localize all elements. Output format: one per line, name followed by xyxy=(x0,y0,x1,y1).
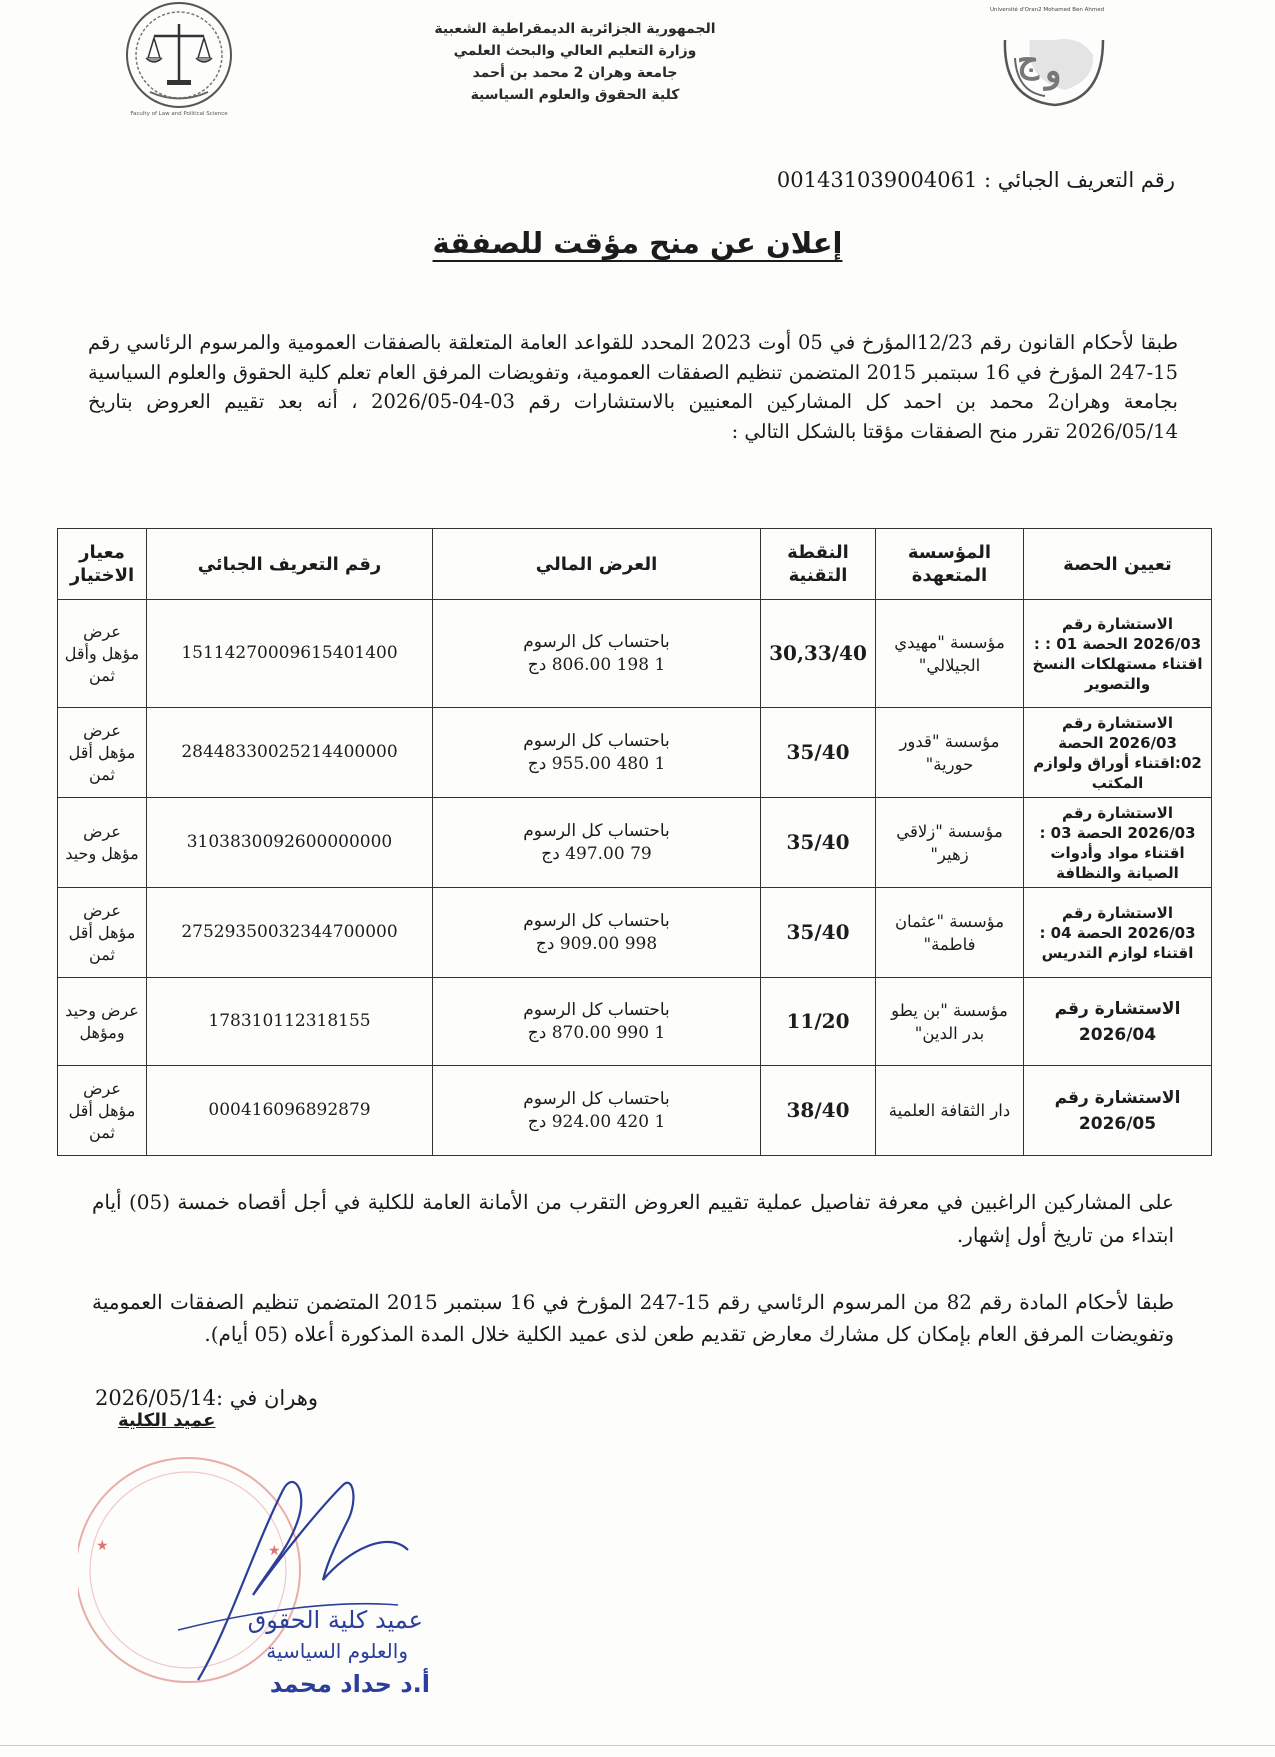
table-row xyxy=(58,708,1212,798)
offer-amount: 998 909.00 دج xyxy=(535,933,658,954)
cell-lot: الاستشارة رقم 2026/03 الحصة 02:اقتناء أوراق ولوازم المكتب xyxy=(1024,708,1212,798)
official-header xyxy=(380,18,770,106)
cell-institution: مؤسسة "عثمان فاطمة" xyxy=(876,888,1024,978)
offer-note: باحتساب كل الرسوم xyxy=(523,999,670,1020)
faculty-scales-logo-icon xyxy=(120,0,238,118)
header-institution: المؤسسة المتعهدة xyxy=(876,529,1024,600)
header-lot: تعيين الحصة xyxy=(1024,529,1212,600)
header-offer: العرض المالي xyxy=(433,529,761,600)
cell-lot: الاستشارة رقم 2026/03 الحصة 01 : : اقتناء مستهلكات النسخ والتصوير xyxy=(1024,600,1212,708)
header-faculty: كلية الحقوق والعلوم السياسية xyxy=(470,87,680,103)
cell-institution: مؤسسة "قدور حورية" xyxy=(876,708,1024,798)
cell-lot: الاستشارة رقم 2026/05 xyxy=(1024,1066,1212,1156)
cell-nif: 000416096892879 xyxy=(147,1066,433,1156)
cell-nif: 28448330025214400000 xyxy=(147,708,433,798)
table-row xyxy=(58,600,1212,708)
cell-nif: 3103830092600000000 xyxy=(147,798,433,888)
svg-text:★: ★ xyxy=(268,1543,281,1559)
table-row xyxy=(58,1066,1212,1156)
cell-lot: الاستشارة رقم 2026/03 الحصة 03 : اقتناء مواد وأدوات الصيانة والنظافة xyxy=(1024,798,1212,888)
cell-offer xyxy=(433,1066,761,1156)
document-title-wrap xyxy=(0,226,1275,260)
dean-stamp-signature xyxy=(78,1430,488,1710)
offer-amount: 1 420 924.00 دج xyxy=(527,1111,666,1132)
cell-score: 35/40 xyxy=(761,798,876,888)
svg-text:Université d'Oran2 Mohamed Ben: Université d'Oran2 Mohamed Ben Ahmed xyxy=(990,7,1105,13)
stamp-name: أ.د حداد محمد xyxy=(269,1670,430,1698)
cell-institution: مؤسسة "بن يطو بدر الدين" xyxy=(876,978,1024,1066)
cell-criterion: عرض وحيد ومؤهل xyxy=(58,978,147,1066)
footer-divider xyxy=(0,1745,1275,1746)
cell-criterion: عرض مؤهل أقل ثمن xyxy=(58,888,147,978)
document-title: إعلان عن منح مؤقت للصفقة xyxy=(432,226,843,260)
intro-paragraph: طبقا لأحكام القانون رقم 12/23المؤرخ في 05 أوت 2023 المحدد للقواعد العامة المتعلقة بالصفقات العمومية والمرسوم الرئاسي رقم 15-247 المؤرخ في 16 سبتمبر 2015 المتضمن تنظيم الصفقات العمومية، وتفويضات المرفق العام تعلم كلية الحقوق والعلوم السياسية بجامعة وهران2 محمد بن احمد كل المشاركين المعنيين بالاستشارات رقم 03-04-2026/05 ، أنه بعد تقييم العروض بتاريخ 2026/05/14 تقرر منح الصفقات مؤقتا بالشكل التالي : xyxy=(88,331,1179,443)
cell-score: 30,33/40 xyxy=(761,600,876,708)
offer-note: باحتساب كل الرسوم xyxy=(523,820,670,841)
header-criterion: معيار الاختيار xyxy=(58,529,147,600)
stamp-line-2: والعلوم السياسية xyxy=(266,1639,408,1663)
cell-criterion: عرض مؤهل أقل ثمن xyxy=(58,1066,147,1156)
cell-score: 35/40 xyxy=(761,708,876,798)
award-table xyxy=(57,528,1212,1156)
cell-criterion: عرض مؤهل وحيد xyxy=(58,798,147,888)
table-row xyxy=(58,978,1212,1066)
table-row xyxy=(58,798,1212,888)
header-university: جامعة وهران 2 محمد بن أحمد xyxy=(472,65,678,81)
university-logo-icon xyxy=(985,0,1120,120)
cell-offer xyxy=(433,888,761,978)
cell-institution: مؤسسة "زلاقي زهير" xyxy=(876,798,1024,888)
svg-text:ﻭ: ﻭ xyxy=(1045,51,1062,91)
cell-offer xyxy=(433,708,761,798)
tax-id-line: رقم التعريف الجبائي : 001431039004061 xyxy=(776,168,1175,192)
table-row xyxy=(58,888,1212,978)
stamp-line-1: عميد كلية الحقوق xyxy=(247,1606,423,1634)
svg-text:ﺝ: ﺝ xyxy=(1017,41,1039,81)
notice-paragraph: على المشاركين الراغبين في معرفة تفاصيل عملية تقييم العروض التقرب من الأمانة العامة للكلية في أجل أقصاه خمسة (05) أيام ابتداء من تاريخ أول إشهار. xyxy=(92,1190,1174,1247)
header-score: النقطة التقنية xyxy=(761,529,876,600)
offer-amount: 79 497.00 دج xyxy=(541,843,652,864)
offer-note: باحتساب كل الرسوم xyxy=(523,730,670,751)
cell-offer xyxy=(433,600,761,708)
offer-amount: 1 198 806.00 دج xyxy=(527,654,666,675)
cell-institution: مؤسسة "مهيدي الجيلالي" xyxy=(876,600,1024,708)
appeal-paragraph: طبقا لأحكام المادة رقم 82 من المرسوم الرئاسي رقم 15-247 المؤرخ في 16 سبتمبر 2015 المتضمن تنظيم الصفقات العمومية وتفويضات المرفق العام بإمكان كل مشارك معارض تقديم طعن لذى عميد الكلية خلال المدة المذكورة أعلاه (05 أيام). xyxy=(92,1290,1174,1346)
cell-nif: 15114270009615401400 xyxy=(147,600,433,708)
cell-nif: 27529350032344700000 xyxy=(147,888,433,978)
dean-title: عميد الكلية xyxy=(118,1410,216,1431)
header-republic: الجمهورية الجزائرية الديمقراطية الشعبية xyxy=(434,21,716,37)
cell-criterion: عرض مؤهل وأقل ثمن xyxy=(58,600,147,708)
table-header-row xyxy=(58,529,1212,600)
cell-offer xyxy=(433,798,761,888)
cell-criterion: عرض مؤهل أقل ثمن xyxy=(58,708,147,798)
header-ministry: وزارة التعليم العالي والبحث العلمي xyxy=(453,43,697,59)
header-nif: رقم التعريف الجبائي xyxy=(147,529,433,600)
offer-note: باحتساب كل الرسوم xyxy=(523,910,670,931)
cell-lot: الاستشارة رقم 2026/04 xyxy=(1024,978,1212,1066)
cell-institution: دار الثقافة العلمية xyxy=(876,1066,1024,1156)
cell-score: 35/40 xyxy=(761,888,876,978)
cell-nif: 178310112318155 xyxy=(147,978,433,1066)
cell-offer xyxy=(433,978,761,1066)
offer-amount: 1 990 870.00 دج xyxy=(527,1022,666,1043)
svg-text:★: ★ xyxy=(96,1538,109,1554)
place-date: وهران في :2026/05/14 xyxy=(95,1386,319,1410)
offer-note: باحتساب كل الرسوم xyxy=(523,1088,670,1109)
offer-amount: 1 480 955.00 دج xyxy=(527,753,666,774)
svg-text:Faculty of Law and Political S: Faculty of Law and Political Science xyxy=(130,111,228,117)
offer-note: باحتساب كل الرسوم xyxy=(523,631,670,652)
cell-score: 11/20 xyxy=(761,978,876,1066)
cell-lot: الاستشارة رقم 2026/03 الحصة 04 : اقتناء لوازم التدريس xyxy=(1024,888,1212,978)
cell-score: 38/40 xyxy=(761,1066,876,1156)
